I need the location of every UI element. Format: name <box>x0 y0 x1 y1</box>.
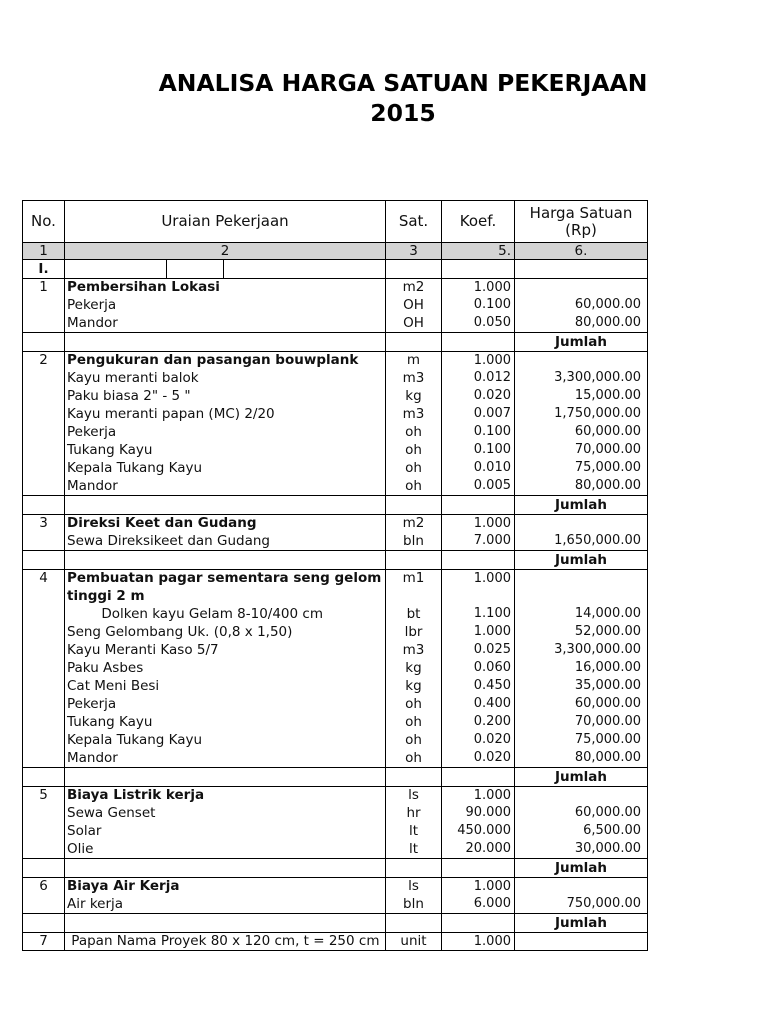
unit-price-cell: 1,750,000.00 <box>554 406 641 421</box>
empty-cell <box>23 749 65 767</box>
unit-cell: kg <box>386 659 442 677</box>
empty-cell <box>23 731 65 749</box>
coefficient-cell: 0.100 <box>442 423 515 441</box>
column-number-6: 6. <box>574 243 588 259</box>
title-year: 2015 <box>370 98 436 127</box>
item-number-cell: 3 <box>23 515 65 532</box>
subtotal-label: Jumlah <box>554 915 608 931</box>
work-item-title-continuation-row <box>23 587 647 605</box>
cell-selection-box <box>166 260 224 278</box>
unit-price-cell: 60,000.00 <box>574 297 641 312</box>
empty-cell <box>386 587 442 605</box>
unit-price-cell: 1,650,000.00 <box>554 533 641 548</box>
unit-cell: oh <box>386 459 442 477</box>
item-number-cell: 2 <box>23 352 65 369</box>
unit-price-cell: 70,000.00 <box>574 442 641 457</box>
unit-cell: oh <box>386 749 442 767</box>
coefficient-cell: 0.450 <box>442 677 515 695</box>
component-description-cell: Mandor <box>65 314 386 332</box>
component-row <box>23 895 647 913</box>
coefficient-cell: 0.020 <box>442 749 515 767</box>
component-row <box>23 677 647 695</box>
section-row <box>23 259 647 278</box>
coefficient-cell: 1.000 <box>442 787 515 804</box>
unit-price-cell: 30,000.00 <box>574 841 641 856</box>
coefficient-cell: 1.000 <box>442 878 515 895</box>
empty-cell <box>23 405 65 423</box>
unit-cell: oh <box>386 695 442 713</box>
coefficient-cell: 0.100 <box>442 296 515 314</box>
subtotal-label: Jumlah <box>554 769 608 785</box>
component-description-cell: Kayu meranti balok <box>65 369 386 387</box>
component-row <box>23 695 647 713</box>
unit-price-cell: 14,000.00 <box>574 606 641 621</box>
empty-cell <box>442 587 515 605</box>
component-description-cell: Cat Meni Besi <box>65 677 386 695</box>
empty-cell <box>442 551 515 569</box>
coefficient-cell: 0.025 <box>442 641 515 659</box>
component-description-cell: Seng Gelombang Uk. (0,8 x 1,50) <box>65 623 386 641</box>
coefficient-cell: 0.007 <box>442 405 515 423</box>
component-description-cell: Air kerja <box>65 895 386 913</box>
empty-cell <box>386 333 442 351</box>
empty-cell <box>515 570 647 587</box>
unit-cell: unit <box>386 933 442 950</box>
coefficient-cell: 0.012 <box>442 369 515 387</box>
unit-cell: m3 <box>386 641 442 659</box>
work-item-row <box>23 278 647 296</box>
coefficient-cell: 1.000 <box>442 933 515 950</box>
empty-cell <box>23 551 65 569</box>
component-description-cell: Paku biasa 2" - 5 " <box>65 387 386 405</box>
empty-cell <box>23 314 65 332</box>
empty-cell <box>386 260 442 278</box>
work-item-row <box>23 351 647 369</box>
component-description-cell: Pekerja <box>65 296 386 314</box>
price-analysis-table <box>22 200 648 951</box>
unit-cell: lt <box>386 840 442 858</box>
component-description-cell: Mandor <box>65 749 386 767</box>
component-row <box>23 623 647 641</box>
component-row <box>23 713 647 731</box>
unit-cell: m2 <box>386 515 442 532</box>
empty-cell <box>386 551 442 569</box>
empty-cell <box>386 496 442 514</box>
component-row <box>23 405 647 423</box>
unit-cell: oh <box>386 477 442 495</box>
subtotal-label: Jumlah <box>554 860 608 876</box>
coefficient-cell: 1.000 <box>442 352 515 369</box>
subtotal-label: Jumlah <box>554 552 608 568</box>
section-title-cell <box>65 260 386 278</box>
empty-cell <box>23 641 65 659</box>
unit-price-cell: 80,000.00 <box>574 478 641 493</box>
component-row <box>23 840 647 858</box>
unit-cell: lbr <box>386 623 442 641</box>
empty-cell <box>23 914 65 932</box>
component-row <box>23 387 647 405</box>
empty-cell <box>23 768 65 786</box>
header-harga-line2: (Rp) <box>565 220 597 239</box>
component-description-cell: Paku Asbes <box>65 659 386 677</box>
unit-price-cell: 60,000.00 <box>574 424 641 439</box>
unit-price-cell: 60,000.00 <box>574 805 641 820</box>
component-row <box>23 731 647 749</box>
empty-cell <box>515 787 647 804</box>
empty-cell <box>23 496 65 514</box>
empty-cell <box>23 859 65 877</box>
component-row <box>23 296 647 314</box>
work-item-title-cell: Biaya Air Kerja <box>65 878 386 895</box>
unit-cell: m3 <box>386 405 442 423</box>
unit-price-cell: 52,000.00 <box>574 624 641 639</box>
empty-cell <box>23 333 65 351</box>
coefficient-cell: 1.000 <box>442 515 515 532</box>
coefficient-cell: 0.050 <box>442 314 515 332</box>
coefficient-cell: 0.100 <box>442 441 515 459</box>
empty-cell <box>23 296 65 314</box>
unit-cell: bln <box>386 895 442 913</box>
unit-price-cell: 75,000.00 <box>574 460 641 475</box>
empty-cell <box>442 768 515 786</box>
work-item-title-cell: Biaya Listrik kerja <box>65 787 386 804</box>
unit-cell: ls <box>386 878 442 895</box>
subtotal-label: Jumlah <box>554 497 608 513</box>
component-description-cell: Kayu Meranti Kaso 5/7 <box>65 641 386 659</box>
empty-cell <box>65 551 386 569</box>
component-row <box>23 441 647 459</box>
work-item-title-cell: Papan Nama Proyek 80 x 120 cm, t = 250 cm <box>65 933 386 950</box>
work-item-title-cell: Pembersihan Lokasi <box>65 279 386 296</box>
work-item-row <box>23 569 647 587</box>
unit-cell: oh <box>386 713 442 731</box>
subtotal-row <box>23 913 647 932</box>
work-item-row <box>23 786 647 804</box>
header-uraian-pekerjaan: Uraian Pekerjaan <box>65 201 386 242</box>
item-number-cell: 5 <box>23 787 65 804</box>
item-number-cell: 7 <box>23 933 65 950</box>
work-item-title-cell: Pembuatan pagar sementara seng gelom <box>65 570 386 587</box>
coefficient-cell: 1.000 <box>442 570 515 587</box>
empty-cell <box>515 352 647 369</box>
work-item-title-cell: Pengukuran dan pasangan bouwplank <box>65 352 386 369</box>
empty-cell <box>515 878 647 895</box>
empty-cell <box>515 279 647 296</box>
title-text: ANALISA HARGA SATUAN PEKERJAAN <box>158 69 648 97</box>
component-row <box>23 423 647 441</box>
empty-cell <box>23 822 65 840</box>
column-number-3: 3 <box>386 243 442 259</box>
empty-cell <box>386 859 442 877</box>
coefficient-cell: 0.200 <box>442 713 515 731</box>
empty-cell <box>23 423 65 441</box>
unit-price-cell: 80,000.00 <box>574 750 641 765</box>
component-description-cell: Tukang Kayu <box>65 441 386 459</box>
coefficient-cell: 1.000 <box>442 279 515 296</box>
work-item-row <box>23 932 647 950</box>
coefficient-cell: 0.020 <box>442 387 515 405</box>
table-body <box>23 278 647 950</box>
empty-cell <box>442 859 515 877</box>
component-description-cell: Tukang Kayu <box>65 713 386 731</box>
component-row <box>23 659 647 677</box>
subtotal-row <box>23 495 647 514</box>
header-sat: Sat. <box>386 201 442 242</box>
unit-price-cell: 80,000.00 <box>574 315 641 330</box>
work-item-row <box>23 514 647 532</box>
empty-cell <box>442 333 515 351</box>
component-description-cell: Sewa Genset <box>65 804 386 822</box>
header-koef: Koef. <box>442 201 515 242</box>
header-no: No. <box>23 201 65 242</box>
component-description-cell: Pekerja <box>65 695 386 713</box>
empty-cell <box>23 623 65 641</box>
unit-price-cell: 750,000.00 <box>566 896 641 911</box>
work-item-row <box>23 877 647 895</box>
column-number-5: 5. <box>442 243 515 259</box>
empty-cell <box>386 768 442 786</box>
unit-cell: OH <box>386 296 442 314</box>
component-description-cell: Pekerja <box>65 423 386 441</box>
component-description-cell: Kepala Tukang Kayu <box>65 459 386 477</box>
empty-cell <box>65 914 386 932</box>
coefficient-cell: 90.000 <box>442 804 515 822</box>
empty-cell <box>65 333 386 351</box>
table-header-row <box>23 201 647 242</box>
empty-cell <box>23 804 65 822</box>
component-row <box>23 605 647 623</box>
unit-cell: m2 <box>386 279 442 296</box>
coefficient-cell: 0.010 <box>442 459 515 477</box>
unit-price-cell: 35,000.00 <box>574 678 641 693</box>
empty-cell <box>23 477 65 495</box>
component-row <box>23 314 647 332</box>
empty-cell <box>23 695 65 713</box>
column-number-row <box>23 242 647 259</box>
unit-price-cell: 15,000.00 <box>574 388 641 403</box>
component-row <box>23 641 647 659</box>
component-row <box>23 477 647 495</box>
unit-cell: m3 <box>386 369 442 387</box>
unit-cell: oh <box>386 441 442 459</box>
column-number-2: 2 <box>65 243 386 259</box>
component-description-cell: Olie <box>65 840 386 858</box>
coefficient-cell: 1.100 <box>442 605 515 623</box>
header-harga-line1: Harga Satuan <box>529 203 633 222</box>
empty-cell <box>515 515 647 532</box>
unit-price-cell: 3,300,000.00 <box>554 370 641 385</box>
component-description-cell: Sewa Direksikeet dan Gudang <box>65 532 386 550</box>
empty-cell <box>515 260 647 278</box>
subtotal-row <box>23 550 647 569</box>
unit-price-cell: 75,000.00 <box>574 732 641 747</box>
empty-cell <box>442 260 515 278</box>
work-item-title-cell: Direksi Keet dan Gudang <box>65 515 386 532</box>
unit-cell: OH <box>386 314 442 332</box>
work-item-title-cell: tinggi 2 m <box>65 587 386 605</box>
unit-cell: lt <box>386 822 442 840</box>
subtotal-row <box>23 332 647 351</box>
empty-cell <box>442 496 515 514</box>
unit-cell: ls <box>386 787 442 804</box>
empty-cell <box>23 659 65 677</box>
empty-cell <box>23 713 65 731</box>
coefficient-cell: 0.400 <box>442 695 515 713</box>
unit-price-cell: 16,000.00 <box>574 660 641 675</box>
empty-cell <box>23 895 65 913</box>
empty-cell <box>23 677 65 695</box>
document-title <box>38 69 768 128</box>
empty-cell <box>23 441 65 459</box>
unit-price-cell: 60,000.00 <box>574 696 641 711</box>
component-row <box>23 369 647 387</box>
unit-cell: bln <box>386 532 442 550</box>
unit-cell: m1 <box>386 570 442 587</box>
unit-price-cell: 6,500.00 <box>583 823 641 838</box>
item-number-cell: 4 <box>23 570 65 587</box>
unit-cell: bt <box>386 605 442 623</box>
component-row <box>23 532 647 550</box>
empty-cell <box>23 840 65 858</box>
empty-cell <box>442 914 515 932</box>
component-row <box>23 804 647 822</box>
unit-cell: kg <box>386 677 442 695</box>
subtotal-row <box>23 767 647 786</box>
component-row <box>23 459 647 477</box>
coefficient-cell: 20.000 <box>442 840 515 858</box>
empty-cell <box>23 587 65 605</box>
unit-cell: kg <box>386 387 442 405</box>
empty-cell <box>23 387 65 405</box>
subtotal-label: Jumlah <box>554 334 608 350</box>
coefficient-cell: 0.060 <box>442 659 515 677</box>
component-row <box>23 749 647 767</box>
coefficient-cell: 1.000 <box>442 623 515 641</box>
empty-cell <box>386 914 442 932</box>
component-description-cell: Mandor <box>65 477 386 495</box>
coefficient-cell: 0.005 <box>442 477 515 495</box>
unit-cell: m <box>386 352 442 369</box>
item-number-cell: 1 <box>23 279 65 296</box>
empty-cell <box>23 532 65 550</box>
unit-price-cell: 70,000.00 <box>574 714 641 729</box>
subtotal-row <box>23 858 647 877</box>
unit-cell: hr <box>386 804 442 822</box>
header-harga-satuan <box>515 201 647 242</box>
item-number-cell: 6 <box>23 878 65 895</box>
empty-cell <box>23 605 65 623</box>
unit-cell: oh <box>386 423 442 441</box>
coefficient-cell: 7.000 <box>442 532 515 550</box>
section-number-cell: I. <box>23 260 65 278</box>
component-description-cell: Dolken kayu Gelam 8-10/400 cm <box>65 605 386 623</box>
empty-cell <box>65 496 386 514</box>
empty-cell <box>65 768 386 786</box>
component-description-cell: Kepala Tukang Kayu <box>65 731 386 749</box>
coefficient-cell: 0.020 <box>442 731 515 749</box>
unit-cell: oh <box>386 731 442 749</box>
coefficient-cell: 6.000 <box>442 895 515 913</box>
coefficient-cell: 450.000 <box>442 822 515 840</box>
column-number-1: 1 <box>23 243 65 259</box>
empty-cell <box>23 369 65 387</box>
empty-cell <box>23 459 65 477</box>
empty-cell <box>515 933 647 950</box>
component-description-cell: Solar <box>65 822 386 840</box>
unit-price-cell: 3,300,000.00 <box>554 642 641 657</box>
component-description-cell: Kayu meranti papan (MC) 2/20 <box>65 405 386 423</box>
component-row <box>23 822 647 840</box>
empty-cell <box>65 859 386 877</box>
empty-cell <box>515 587 647 605</box>
